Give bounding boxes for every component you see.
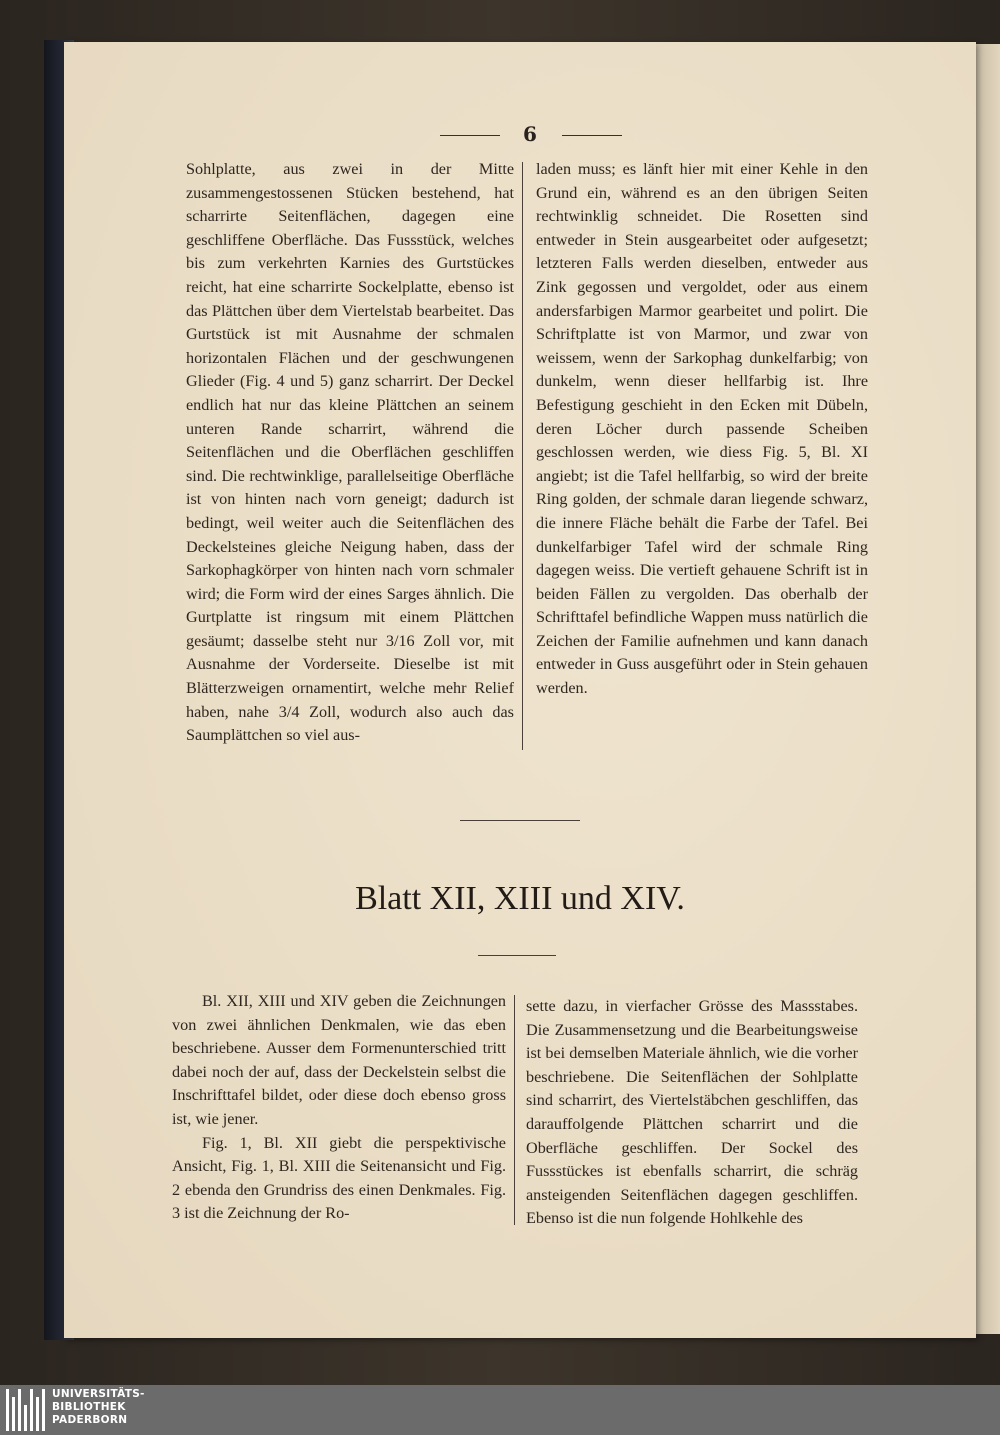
library-logo-text	[52, 1388, 145, 1427]
section1-left-column	[186, 158, 514, 748]
library-logo-icon	[6, 1389, 46, 1431]
section2-right-column	[526, 995, 858, 1231]
page-header	[440, 122, 630, 150]
section-rule-bottom	[478, 955, 556, 956]
logo-line: PADERBORN	[52, 1414, 128, 1426]
paragraph: sette dazu, in vierfacher Grösse des Massstabes. Die Zusammensetzung und die Bearbeitungsweise ist bei demselben Materiale ähnlich, wie die vorher beschriebene. Die Seitenflächen der Sohlplatte sind scharrirt, des Viertelstäbchen geschliffen, das darauffolgende Plättchen scharrirt und die Oberfläche geschliffen. Der Sockel des Fussstückes ist ebenfalls scharrirt, die schräg ansteigenden Seitenflächen dagegen geschliffen. Ebenso ist die nun folgende Hohlkehle des	[526, 997, 858, 1228]
section1-right-column	[536, 158, 868, 701]
paragraph: Fig. 1, Bl. XII giebt die perspektivische Ansicht, Fig. 1, Bl. XIII die Seitenansicht und Fig. 2 ebenda den Grundriss des einen Denkmales. Fig. 3 ist die Zeichnung der Ro-	[172, 1133, 506, 1223]
paragraph: Bl. XII, XIII und XIV geben die Zeichnungen von zwei ähnlichen Denkmalen, wie das eben beschriebene. Ausser dem Formenunterschied tritt dabei noch der auf, dass der Deckelstein selbst die Inschrifttafel bildet, oder diese doch ebenso gross ist, wie jener.	[172, 992, 506, 1128]
column-divider	[514, 995, 515, 1225]
page-number: 6	[523, 122, 537, 146]
logo-line: UNIVERSITÄTS-	[52, 1388, 145, 1400]
logo-line: BIBLIOTHEK	[52, 1401, 126, 1413]
section2-left-column	[172, 990, 506, 1226]
library-footer	[0, 1385, 1000, 1435]
header-rule-left	[440, 135, 500, 136]
paragraph: laden muss; es länft hier mit einer Kehle in den Grund ein, während es an den übrigen Seiten rechtwinklig schneidet. Die Rosetten sind entweder in Stein ausgearbeitet oder aufgesetzt; letzteren Falls werden dieselben, entweder aus Zink gegossen und vergoldet, oder aus einem andersfarbigen Marmor gearbeitet und polirt. Die Schriftplatte ist von Marmor, und zwar von weissem, wenn der Sarkophag dunkelfarbig; von dunkelm, wenn dieser hellfarbig ist. Ihre Befestigung geschieht in den Ecken mit Dübeln, deren Löcher durch passende Scheiben geschlossen werden, wie diess Fig. 5, Bl. XI angiebt; ist die Tafel hellfarbig, so wird der breite Ring golden, der schmale daran liegende schwarz, die innere Fläche behält die Farbe der Tafel. Bei dunkelfarbiger Tafel wird der schmale Ring dagegen weiss. Die vertieft gehauene Schrift ist in beiden Fällen zu vergolden. Das oberhalb der Schrifttafel befindliche Wappen muss natürlich die Zeichen der Familie aufnehmen und kann danach entweder in Guss ausgeführt oder in Stein gehauen werden.	[536, 160, 868, 698]
next-page-edge	[976, 44, 1000, 1334]
header-rule-right	[562, 135, 622, 136]
paragraph: Sohlplatte, aus zwei in der Mitte zusammengestossenen Stücken bestehend, hat scharrirte Seitenflächen, dagegen eine geschliffene Oberfläche. Das Fussstück, welches bis zum verkehrten Karnies des Gurtstückes reicht, hat eine scharrirte Sockelplatte, ebenso ist das Plättchen über dem Viertelstab bearbeitet. Das Gurtstück ist mit Ausnahme der schmalen horizontalen Flächen und der geschwungenen Glieder (Fig. 4 und 5) ganz scharrirt. Der Deckel endlich hat nur das kleine Plättchen an seinem unteren Rande scharrirt, während die Seitenflächen und die Oberflächen geschliffen sind. Die rechtwinklige, parallelseitige Oberfläche ist von hinten nach vorn geneigt; dadurch ist bedingt, weil weiter auch die Seitenflächen des Deckelsteines gleiche Neigung haben, dass der Sarkophagkörper von hinten nach vorn schmaler wird; die Form wird der eines Sarges ähnlich. Die Gurtplatte ist ringsum mit einem Plättchen gesäumt; dasselbe steht nur 3/16 Zoll vor, mit Ausnahme der Vorderseite. Dieselbe ist mit Blätterzweigen ornamentirt, welche mehr Relief haben, nahe 3/4 Zoll, wodurch also auch das Saumplättchen so viel aus-	[186, 160, 514, 745]
section-heading: Blatt XII, XIII und XIV.	[355, 880, 685, 917]
column-divider	[522, 162, 523, 750]
section-rule-top	[460, 820, 580, 821]
